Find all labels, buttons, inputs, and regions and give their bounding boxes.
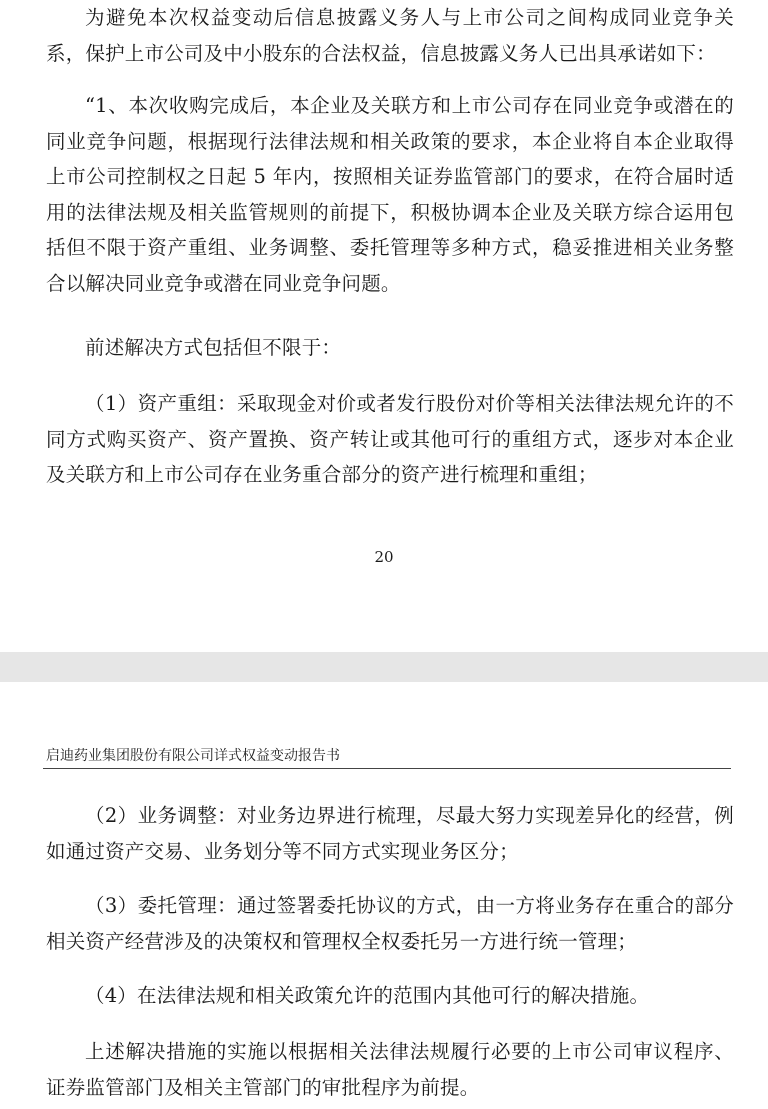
paragraph-methods-intro: 前述解决方式包括但不限于： [85, 336, 342, 359]
paragraph-intro: 为避免本次权益变动后信息披露义务人与上市公司之间构成同业竞争关系，保护上市公司及中小股东的合法权益，信息披露义务人已出具承诺如下： [46, 6, 734, 65]
paragraph-other-measures: （4）在法律法规和相关政策允许的范围内其他可行的解决措施。 [85, 984, 650, 1007]
document-header: 启迪药业集团股份有限公司详式权益变动报告书 [46, 748, 340, 764]
paragraph-prerequisite: 上述解决措施的实施以根据相关法律法规履行必要的上市公司审议程序、证券监管部门及相关主管部门的审批程序为前提。 [46, 1040, 734, 1099]
header-divider [43, 768, 731, 769]
paragraph-entrusted-management: （3）委托管理：通过签署委托协议的方式，由一方将业务存在重合的部分相关资产经营涉及的决策权和管理权全权委托另一方进行统一管理； [46, 894, 734, 953]
paragraph-asset-restructuring: （1）资产重组：采取现金对价或者发行股份对价等相关法律法规允许的不同方式购买资产、资产置换、资产转让或其他可行的重组方式，逐步对本企业及关联方和上市公司存在业务重合部分的资产进行梳理和重组； [46, 392, 734, 486]
page-number: 20 [374, 548, 394, 566]
paragraph-commitment-1: “1、本次收购完成后，本企业及关联方和上市公司存在同业竞争或潜在的同业竞争问题，根据现行法律法规和相关政策的要求，本企业将自本企业取得上市公司控制权之日起 5 年内，按照相关证券监管部门的要求，在符合届时适用的法律法规及相关监管规则的前提下，积极协调本企业及关联方综合运用包括但不限于资产重组、业务调整、委托管理等多种方式，稳妥推进相关业务整合以解决同业竞争或潜在同业竞争问题。 [46, 94, 734, 295]
paragraph-business-adjustment: （2）业务调整：对业务边界进行梳理，尽最大努力实现差异化的经营，例如通过资产交易、业务划分等不同方式实现业务区分； [46, 804, 734, 863]
page-separator [0, 652, 768, 682]
